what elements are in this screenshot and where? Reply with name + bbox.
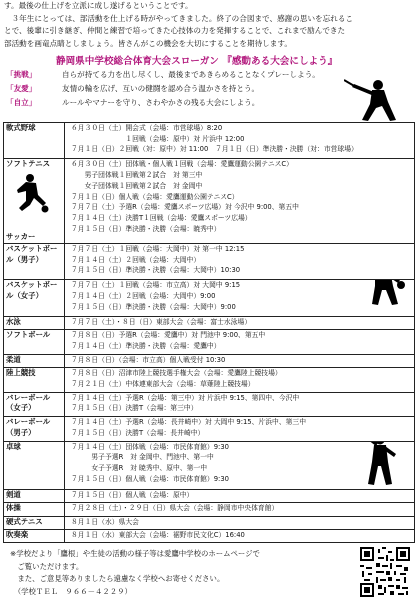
footer-line: （学校ＴＥＬ ９６６－４２２９） bbox=[10, 586, 132, 596]
schedule-cell bbox=[65, 316, 415, 329]
schedule-line: １回戦（会場：原中）対 片浜中 12:00 bbox=[71, 134, 245, 143]
table-row bbox=[4, 417, 415, 442]
sport-name-label: ソフトテニス bbox=[6, 159, 51, 169]
schedule-line: ７月２８日（土）・２９日（日）県大会（会場：静岡市中央体育館） bbox=[71, 504, 279, 513]
qr-code-icon[interactable] bbox=[360, 547, 410, 597]
sport-name: バスケットボール（女子） bbox=[4, 280, 65, 316]
table-row bbox=[4, 490, 415, 503]
schedule-cell bbox=[65, 516, 415, 529]
sport-name: 水泳 bbox=[4, 316, 65, 329]
sport-name: バレーボール（女子） bbox=[4, 392, 65, 417]
schedule-line: ７月１５日（日）準決勝・決勝（会場：大岡中）9:00 bbox=[71, 302, 236, 311]
table-row bbox=[4, 503, 415, 516]
schedule-line: ７月１４日（土）２回戦（会場：大岡中） bbox=[71, 255, 201, 264]
schedule-line: ７月７日（土）予選R（会場：愛鷹スポーツ広場）対 今沢中 9:00、第五中 bbox=[71, 203, 299, 212]
schedule-cell bbox=[65, 367, 415, 392]
sport-name: ソフトボール bbox=[4, 330, 65, 355]
sport-name: バスケットボール（男子） bbox=[4, 244, 65, 280]
schedule-line: ７月１４日（土）団体戦（会場：市民体育館）9:30 bbox=[71, 442, 229, 451]
schedule-cell bbox=[65, 441, 415, 489]
sport-name: 柔道 bbox=[4, 354, 65, 367]
sport-name: 陸上競技 bbox=[4, 367, 65, 392]
keyword-row bbox=[6, 68, 336, 82]
footer-line: ※学校だより「鷹根」や生徒の活動の様子等は愛鷹中学校のホームページで bbox=[10, 549, 260, 558]
schedule-line: 女子予選R 対 暁秀中、原中、第一中 bbox=[71, 464, 208, 473]
footer-note bbox=[10, 548, 330, 598]
basketball-player-silhouette bbox=[362, 280, 406, 309]
schedule-line: ７月１５日（日）決勝T（会場：長井崎中） bbox=[71, 428, 205, 437]
schedule-line: ６月３０日（土）団体戦・個人戦１回戦（会場：愛鷹運動公園テニスC） bbox=[71, 160, 293, 169]
intro-line: す。最後の仕上げを立派に成し遂げるということです。 bbox=[4, 1, 193, 10]
schedule-line: ８月１日（水）東部大会（会場：裾野市民文化C）16:40 bbox=[71, 530, 245, 539]
schedule-cell bbox=[65, 280, 415, 316]
schedule-line: ７月１５日（日）決勝T（会場：第三中） bbox=[71, 404, 198, 413]
schedule-line: 女子団体戦１回戦第２試合 対 金岡中 bbox=[71, 181, 203, 190]
footer-line: また、ご意見等ありましたら遠慮なく学校へお寄せください。 bbox=[10, 574, 225, 583]
table-row bbox=[4, 392, 415, 417]
schedule-cell bbox=[65, 392, 415, 417]
sport-name: 体操 bbox=[4, 503, 65, 516]
sport-name: 軟式野球 bbox=[4, 123, 65, 159]
schedule-cell bbox=[65, 529, 415, 542]
table-row bbox=[4, 330, 415, 355]
schedule-line: ７月８日（日）（会場：市立高）個人戦受付 10:30 bbox=[71, 355, 226, 364]
table-row bbox=[4, 280, 415, 316]
schedule-line: ７月２１日（土）中体連東部大会（会場：草薙陸上競技場） bbox=[71, 379, 255, 388]
sport-name: 硬式テニス bbox=[4, 516, 65, 529]
schedule-line: ７月１４日（土）２回戦（会場：大岡中）9:00 bbox=[71, 292, 216, 301]
sport-name: 卓球 bbox=[4, 441, 65, 489]
schedule-cell bbox=[65, 490, 415, 503]
schedule-line: ７月１５日（日）準決勝・決勝（会場：大岡中）10:30 bbox=[71, 266, 241, 275]
schedule-line: ７月１５日（日）準決勝・決勝（会場：暁秀中） bbox=[71, 224, 221, 233]
schedule-line: ６月３０日（土）開会式（会場：市営球場）8:20 bbox=[71, 124, 223, 132]
keyword-label: 「挑戦」 bbox=[6, 70, 37, 79]
schedule-line: 男子団体戦１回戦第２試合 対 第三中 bbox=[71, 171, 203, 180]
table-row bbox=[4, 516, 415, 529]
sport-name: バレーボール（男子） bbox=[4, 417, 65, 442]
schedule-line: ７月７日（土）・８日（日）東部大会（会場：富士水泳場） bbox=[71, 317, 252, 326]
schedule-line: ７月７日（土）１回戦（会場：大岡中）対 第一中 12:15 bbox=[71, 245, 245, 254]
keyword-text: ルールやマナーを守り、さわやかさの残る大会にしよう。 bbox=[62, 98, 260, 107]
schedule-line: ７月１４日（土）予選R（会場：長井崎中）対 大岡中 9:15、片浜中、第三中 bbox=[71, 418, 307, 427]
schedule-line: ７月８日（日）沼津市陸上競技選手権大会（会場：愛鷹陸上競技場） bbox=[71, 368, 282, 377]
sport-name bbox=[4, 159, 65, 244]
keyword-list bbox=[6, 68, 336, 110]
schedule-table bbox=[3, 122, 415, 543]
keyword-label: 「友愛」 bbox=[6, 84, 37, 93]
schedule-cell bbox=[65, 503, 415, 516]
table-row bbox=[4, 244, 415, 280]
keyword-row bbox=[6, 82, 336, 96]
schedule-cell bbox=[65, 159, 415, 244]
keyword-row bbox=[6, 96, 336, 110]
intro-line: とで、後輩に引き継ぎ、仲間と練習で培ってきた心技体の力を発揮することで、これまで励んできた bbox=[4, 26, 346, 35]
sport-name: 吹奏楽 bbox=[4, 529, 65, 542]
table-row bbox=[4, 441, 415, 489]
schedule-line: 男子予選R 対 金岡中、門池中、第一中 bbox=[71, 453, 214, 462]
schedule-line: ７月１４日（土）決勝T１回戦（会場：愛鷹スポーツ広場） bbox=[71, 213, 252, 222]
intro-line: 部活動を画竜点睛としましょう。皆さんがこの機会を大切にすることを期待します。 bbox=[4, 38, 292, 48]
schedule-line: ７月１４日（土）予選R（会場：第三中）対 片浜中 9:15、第四中、今沢中 bbox=[71, 393, 300, 402]
schedule-line: ７月７日（土）１回戦（会場：市立高）対 大岡中 9:15 bbox=[71, 281, 241, 290]
table-row bbox=[4, 529, 415, 542]
footer-line: ご覧いただけます。 bbox=[10, 561, 84, 571]
table-row bbox=[4, 159, 415, 244]
table-row bbox=[4, 123, 415, 159]
schedule-line: ７月１日（日）２回戦（対：原中）対 11:00 ７月１日（日）準決勝・決勝（対：市営球場） bbox=[71, 145, 358, 154]
intro-text bbox=[4, 0, 416, 50]
baseball-batter-silhouette bbox=[344, 78, 416, 122]
table-row bbox=[4, 316, 415, 329]
schedule-cell bbox=[65, 244, 415, 280]
slogan-heading: 静岡県中学校総合体育大会スローガン 『感動ある大会にしよう』 bbox=[56, 56, 338, 67]
schedule-line: ７月１日（日）個人戦（会場：愛鷹運動公園テニスC） bbox=[71, 192, 239, 201]
intro-line: ３年生にとっては、部活動を仕上げる時がやってきました。終了の合図まで、感謝の思いを忘れるこ bbox=[4, 13, 354, 23]
keyword-text: 友情の輪を広げ、互いの健闘を認め合う温かさを持とう。 bbox=[62, 84, 260, 93]
soccer-player-silhouette bbox=[12, 173, 52, 213]
table-row bbox=[4, 354, 415, 367]
table-row bbox=[4, 367, 415, 392]
schedule-cell bbox=[65, 330, 415, 355]
keyword-label: 「自立」 bbox=[6, 98, 37, 107]
schedule-line: ７月１４日（土）準決勝・決勝（会場：愛鷹中） bbox=[71, 341, 221, 350]
volleyball-player-silhouette bbox=[354, 441, 404, 486]
schedule-line: ７月１５日（日）個人戦（会場：市民体育館）9:30 bbox=[71, 474, 229, 483]
sport-name-label: サッカー bbox=[6, 232, 36, 242]
schedule-line: ７月１５日（日）個人戦（会場：原中） bbox=[71, 491, 194, 500]
schedule-line: ８月１日（水）県大会 bbox=[71, 517, 139, 526]
schedule-line: ７月８日（日）予選R（会場：愛鷹中）対 門池中 9:00、第五中 bbox=[71, 331, 266, 340]
schedule-cell bbox=[65, 354, 415, 367]
schedule-cell bbox=[65, 417, 415, 442]
keyword-text: 自らが持てる力を出し尽くし、最後まであきらめることなくプレーしよう。 bbox=[62, 70, 320, 79]
schedule-cell bbox=[65, 123, 415, 159]
sport-name: 剣道 bbox=[4, 490, 65, 503]
